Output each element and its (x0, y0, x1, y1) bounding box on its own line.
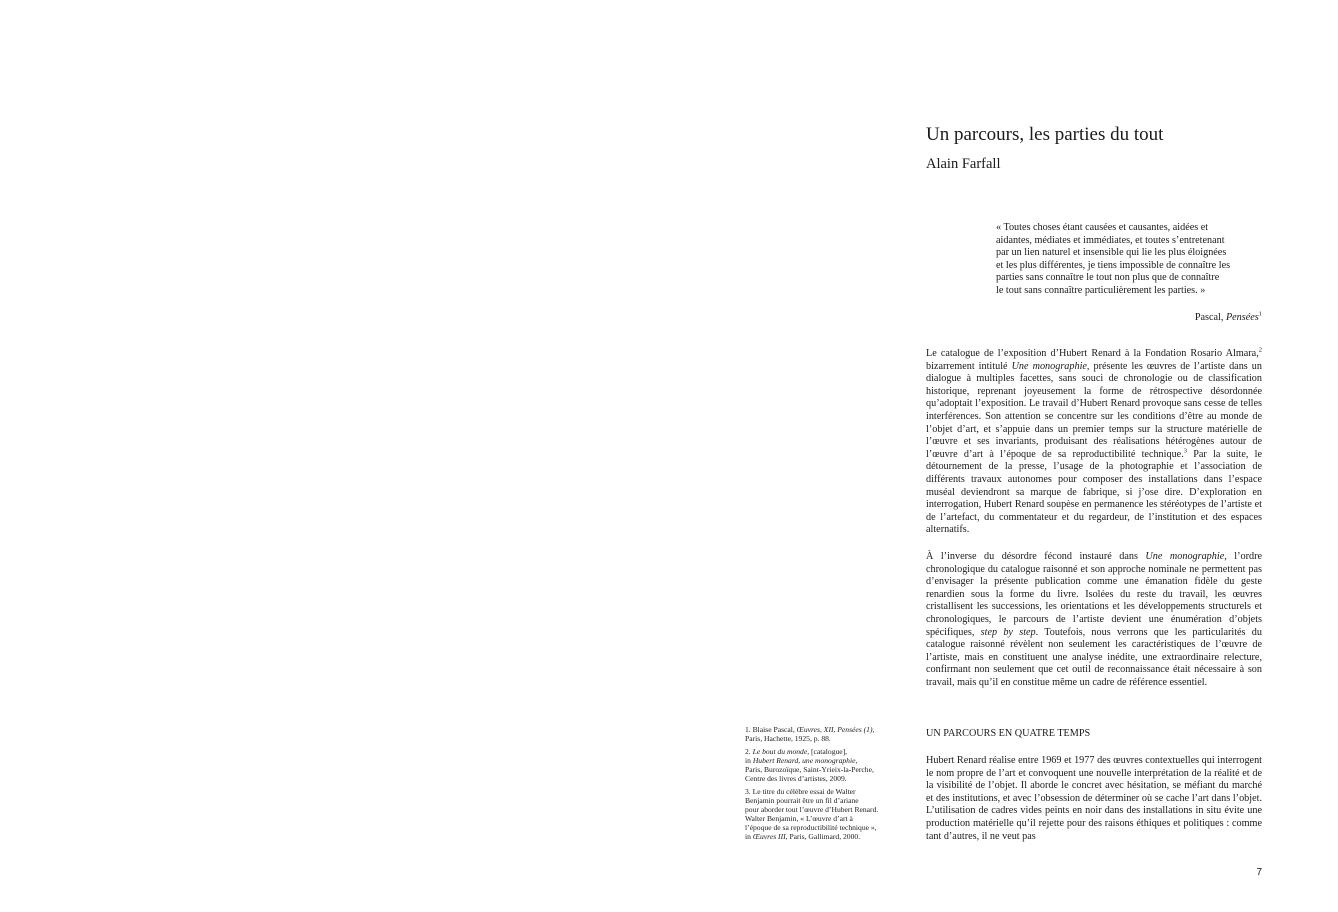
section-heading: UN PARCOURS EN QUATRE TEMPS (926, 728, 1091, 739)
footnote-ref-1: 1 (1258, 310, 1262, 318)
footnote-line: 2. Le bout du monde, [catalogue], (745, 747, 848, 756)
footnote-2 (745, 747, 915, 783)
footnote-line: l’époque de sa reproductibilité technique », (745, 823, 877, 832)
article-author: Alain Farfall (926, 156, 1001, 172)
italic-title: Une monographie (1145, 551, 1225, 562)
page-number: 7 (1256, 867, 1262, 878)
body-paragraph-2 (926, 551, 1262, 690)
epigraph-quote (996, 222, 1266, 298)
footnote-line: in Œuvres III, Paris, Gallimard, 2000. (745, 832, 861, 841)
footnote-ref-3: 3 (1183, 447, 1187, 455)
text-run: bizarrement intitulé (926, 360, 1012, 372)
epigraph-line: aidantes, médiates et immédiates, et toutes s’entretenant (996, 234, 1225, 246)
footnote-line: Benjamin pourrait être un fil d’ariane (745, 796, 859, 805)
epigraph-source (1100, 311, 1262, 325)
text-run: , présente les œuvres de l’artiste dans un dialogue à multiples facettes, sans souci de chronologie ou de classification historique, reprenant joyeusement la forme de rétrospective désordonnée qu’adoptait l’exposition. Le travail d’Hubert Renard provoque sans cesse de telles interférences. Son attention se concentre sur les conditions d’être au monde de l’objet d’art, et s’appuie dans un premier temps sur la structure matérielle de l’œuvre et ses invariants, produisant des réalisations hétérogènes autour de l’œuvre d’art à l’époque de sa reproductibilité technique. (926, 360, 1262, 460)
italic-title: Une monographie (1011, 360, 1087, 372)
epigraph-source-author: Pascal, (1194, 312, 1226, 323)
footnote-line: Paris, Hachette, 1925, p. 88. (745, 734, 831, 743)
footnote-1 (745, 725, 915, 743)
epigraph-line: parties sans connaître le tout non plus que de connaître (996, 272, 1220, 284)
footnote-line: Walter Benjamin, « L’œuvre d’art à (745, 814, 853, 823)
epigraph-line: « Toutes choses étant causées et causantes, aidées et (996, 222, 1209, 233)
footnote-line: in Hubert Renard, une monographie, (745, 756, 858, 765)
epigraph-line: par un lien naturel et insensible qui lie les plus éloignées (996, 247, 1227, 259)
footnote-line: Centre des livres d’artistes, 2009. (745, 774, 847, 783)
body-paragraph-3: Hubert Renard réalise entre 1969 et 1977 des œuvres contextuelles qui interrogent le nom propre de l’art et convoquent une nouvelle interprétation de la réalité et de la visibilité de l’objet. Il aborde le concret avec hésitation, se méfiant du marché et des institutions, et avec l’obsession de déterminer où se cache l’art dans l’objet. L’utilisation de cadres vides peints en noir dans des installations in situ évite une production matérielle qu’il rejette pour des raisons éthiques et politiques : comme tant d’autres, il ne veut pas (926, 755, 1262, 842)
epigraph-source-work: Pensées (1225, 312, 1259, 323)
text-run: . Toutefois, nous verrons que les particularités du catalogue raisonné révèlent non seulement les caractéristiques de l’œuvre de l’artiste, mais en constituent une analyse inédite, une extraordinaire relecture, confirmant non seulement que cet outil de reconnaissance était nécessaire à son travail, mais qu’il en constitue même un cadre de référence essentiel. (926, 626, 1262, 688)
text-run: Par la suite, le détournement de la presse, l’usage de la photographie et l’association de différents travaux autonomes pour composer des installations dans l’espace muséal deviendront sa marque de fabrique, si j’ose dire. D’exploration en interrogation, Hubert Renard soupèse en permanence les stéréotypes de l’artiste et de l’artefact, du commentateur et du regardeur, de l’institution et des espaces alternatifs. (926, 448, 1262, 536)
article-title: Un parcours, les parties du tout (926, 124, 1164, 145)
body-paragraph-1 (926, 348, 1262, 537)
epigraph-line: et les plus différentes, je tiens impossible de connaître les (996, 259, 1231, 271)
text-run: , l’ordre chronologique du catalogue raisonné et son approche nominale ne permettent pas d’envisager la présente publication comme une émanation fidèle du geste renardien sous la forme du livre. Isolées du reste du travail, les œuvres cristallisent les successions, les orientations et les développements structurels et chronologiques, le parcours de l’artiste devient une énumération d’objets spécifiques, (926, 551, 1263, 638)
footnote-line: pour aborder tout l’œuvre d’Hubert Renard. (745, 805, 879, 814)
footnote-line: Paris, Burozoïque, Saint-Yrieix-la-Perche, (745, 765, 874, 774)
footnote-ref-2: 2 (1258, 346, 1262, 354)
epigraph-line: le tout sans connaître particulièrement les parties. » (996, 284, 1206, 296)
footnote-line: 1. Blaise Pascal, Œuvres, XII, Pensées (1), (745, 725, 875, 734)
footnote-3 (745, 787, 915, 841)
italic-phrase: step by step (980, 626, 1036, 638)
footnotes (745, 725, 915, 845)
text-run: Le catalogue de l’exposition d’Hubert Renard à la Fondation Rosario Almara, (926, 348, 1259, 359)
footnote-line: 3. Le titre du célèbre essai de Walter (745, 787, 856, 796)
text-run: À l’inverse du désordre fécond instauré dans (926, 551, 1146, 562)
